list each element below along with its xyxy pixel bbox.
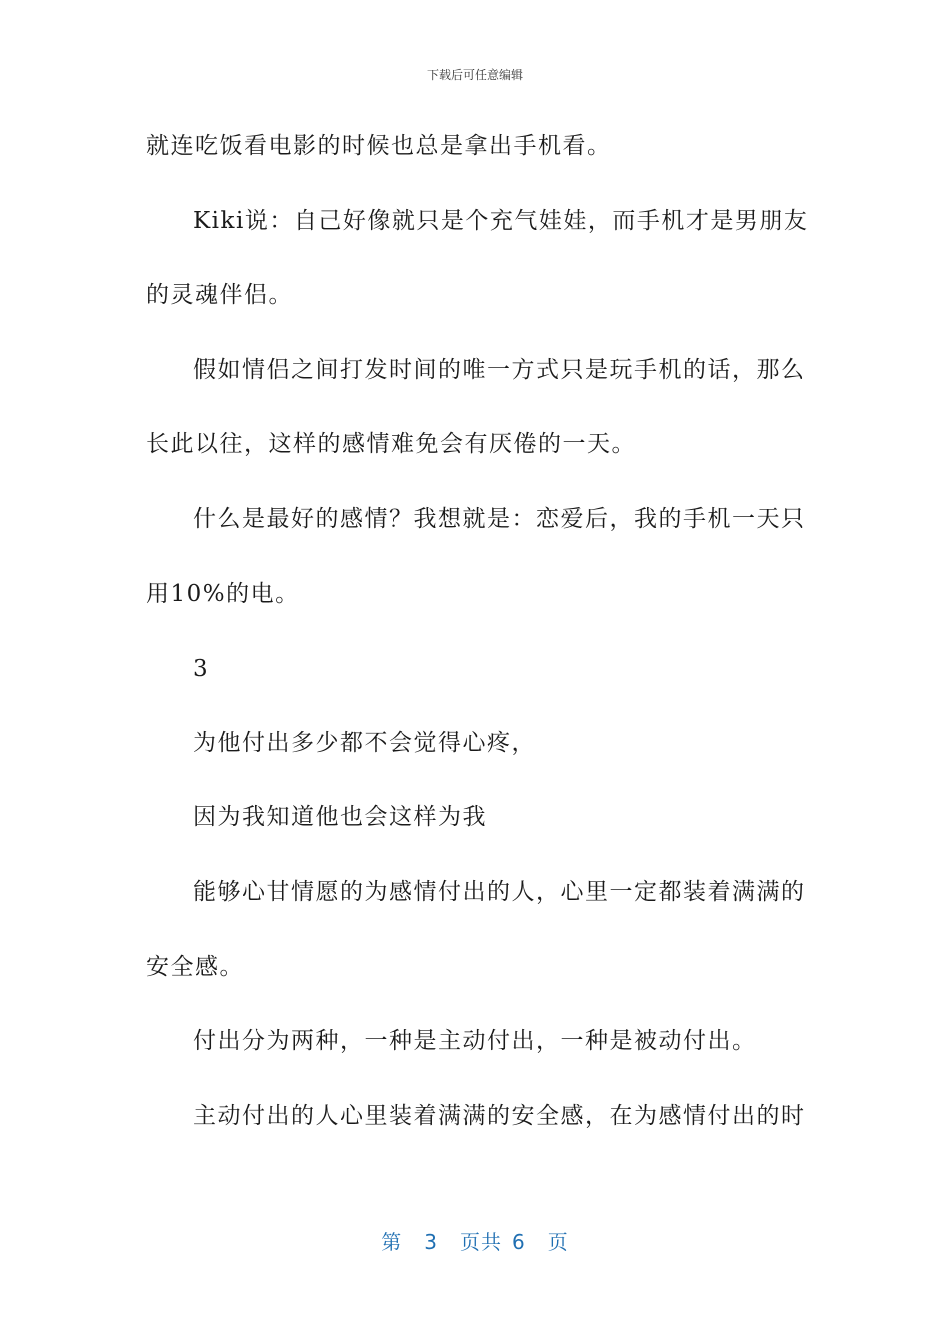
download-note: 下载后可任意编辑: [426, 68, 523, 82]
paragraph-line: 为他付出多少都不会觉得心疼，: [193, 730, 536, 756]
paragraph-line: 就连吃饭看电影的时候也总是拿出手机看。: [146, 133, 612, 159]
footer-middle: 页共: [460, 1230, 502, 1254]
paragraph-line: 什么是最好的感情？我想就是：恋爱后，我的手机一天只: [193, 506, 806, 532]
paragraph-line: 能够心甘情愿的为感情付出的人，心里一定都装着满满的: [193, 879, 806, 905]
paragraph-line: 因为我知道他也会这样为我: [193, 804, 487, 830]
footer-page-number: 3: [424, 1230, 438, 1254]
paragraph-line: 用10%的电。: [146, 581, 300, 607]
footer-prefix: 第: [381, 1230, 403, 1254]
paragraph-line: 长此以往，这样的感情难免会有厌倦的一天。: [146, 431, 636, 457]
paragraph-line: 付出分为两种，一种是主动付出，一种是被动付出。: [193, 1028, 757, 1054]
paragraph-line: 安全感。: [146, 954, 244, 980]
paragraph-line: Kiki说：自己好像就只是个充气娃娃，而手机才是男朋友: [193, 208, 809, 234]
paragraph-line: 主动付出的人心里装着满满的安全感，在为感情付出的时: [193, 1103, 806, 1129]
paragraph-line: 的灵魂伴侣。: [146, 282, 293, 308]
section-number: 3: [193, 656, 210, 682]
page-footer: [0, 1226, 950, 1255]
footer-suffix: 页: [547, 1230, 569, 1254]
footer-total-pages: 6: [512, 1230, 526, 1254]
paragraph-line: 假如情侣之间打发时间的唯一方式只是玩手机的话，那么: [193, 357, 806, 383]
